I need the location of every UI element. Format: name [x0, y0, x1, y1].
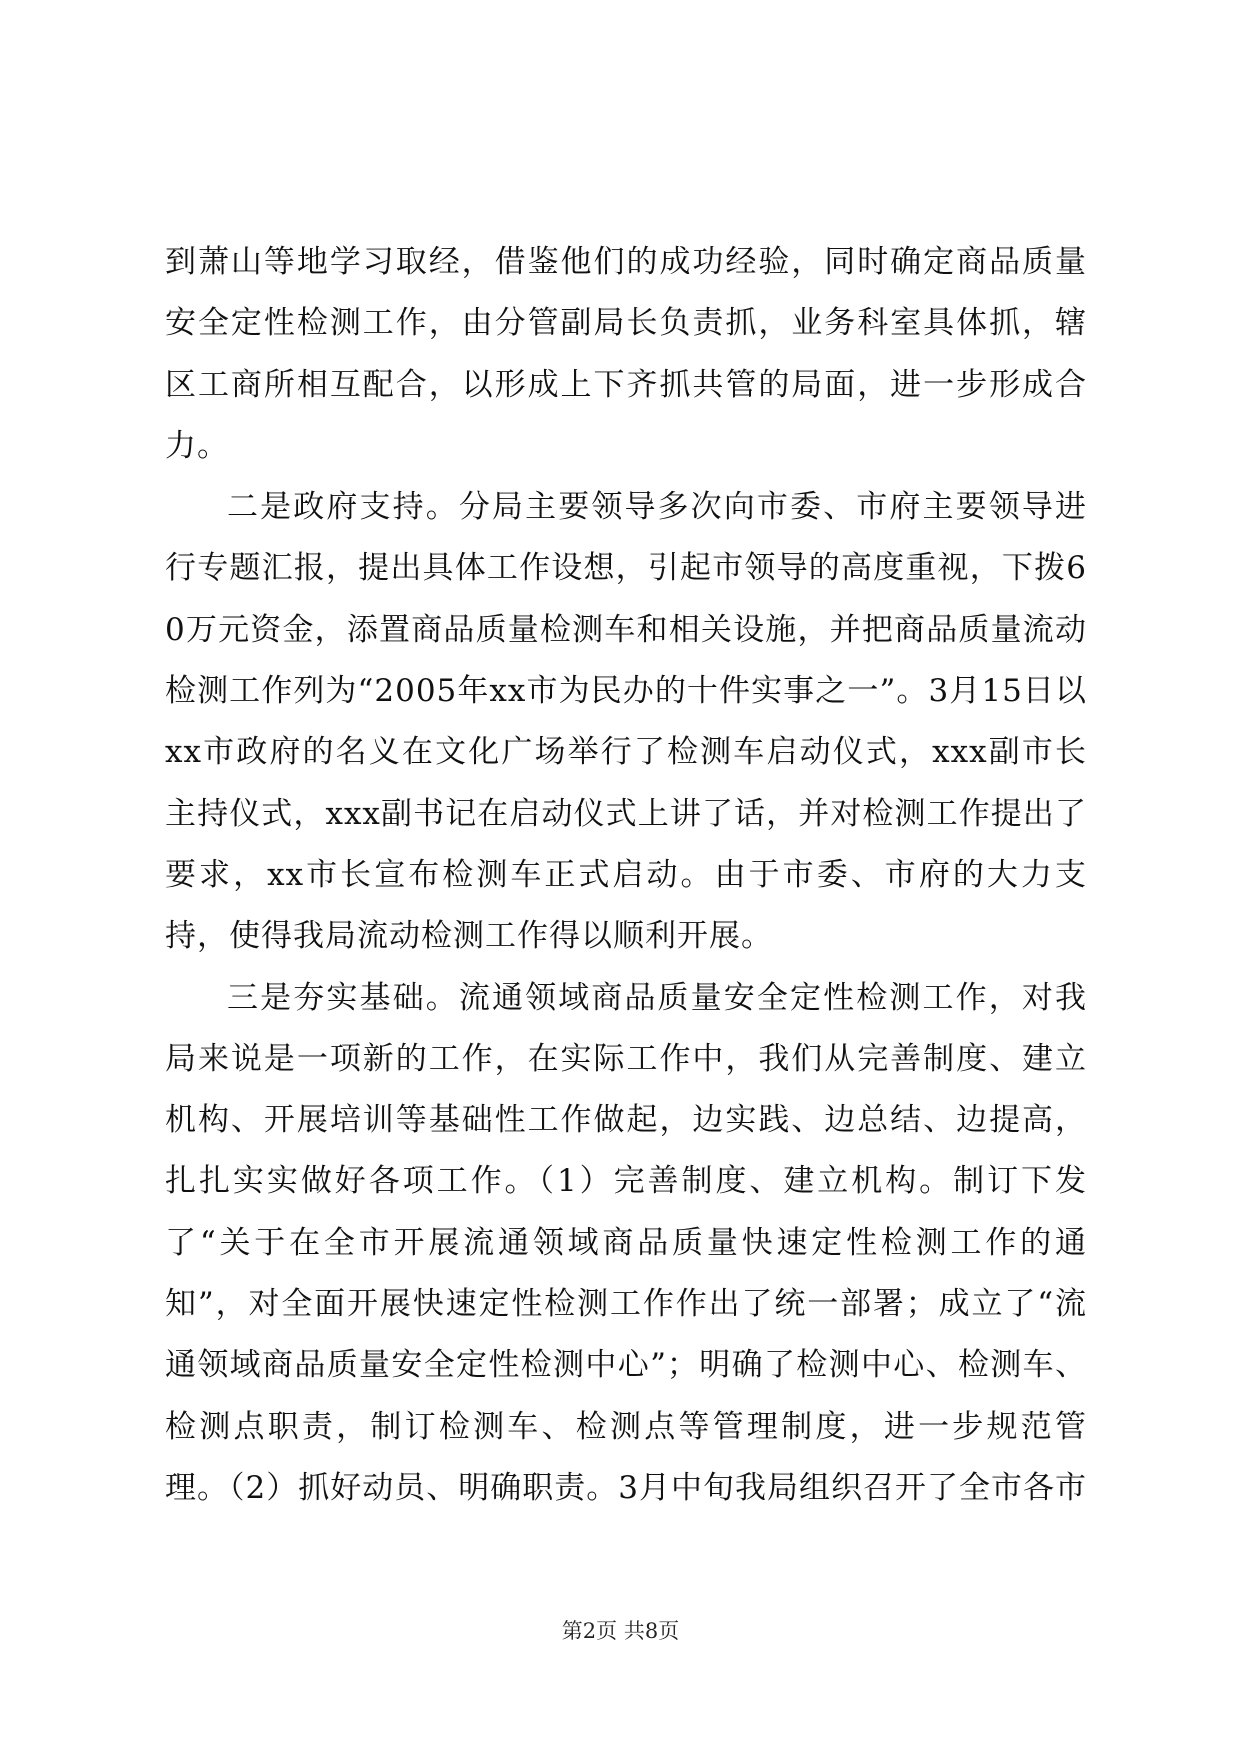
- page-footer: 第2页 共8页: [561, 1619, 680, 1643]
- paragraph-2: 二是政府支持。分局主要领导多次向市委、市府主要领导进行专题汇报，提出具体工作设想，引起市领导的高度重视，下拨60万元资金，添置商品质量检测车和相关设施，并把商品质量流动检测工作列为“2005年xx市为民办的十件实事之一”。3月15日以xx市政府的名义在文化广场举行了检测车启动仪式，xxx副市长主持仪式，xxx副书记在启动仪式上讲了话，并对检测工作提出了要求，xx市长宣布检测车正式启动。由于市委、市府的大力支持，使得我局流动检测工作得以顺利开展。: [165, 489, 1087, 955]
- paragraph-1: 到萧山等地学习取经，借鉴他们的成功经验，同时确定商品质量安全定性检测工作，由分管副局长负责抓，业务科室具体抓，辖区工商所相互配合，以形成上下齐抓共管的局面，进一步形成合力。: [165, 244, 1087, 464]
- document-body: [165, 232, 1087, 1519]
- paragraph-3: 三是夯实基础。流通领域商品质量安全定性检测工作，对我局来说是一项新的工作，在实际工作中，我们从完善制度、建立机构、开展培训等基础性工作做起，边实践、边总结、边提高，扎扎实实做好各项工作。（1）完善制度、建立机构。制订下发了“关于在全市开展流通领域商品质量快速定性检测工作的通知”，对全面开展快速定性检测工作作出了统一部署；成立了“流通领域商品质量安全定性检测中心”；明确了检测中心、检测车、检测点职责，制订检测车、检测点等管理制度，进一步规范管理。（2）抓好动员、明确职责。3月中旬我局组织召开了全市各市: [165, 979, 1087, 1506]
